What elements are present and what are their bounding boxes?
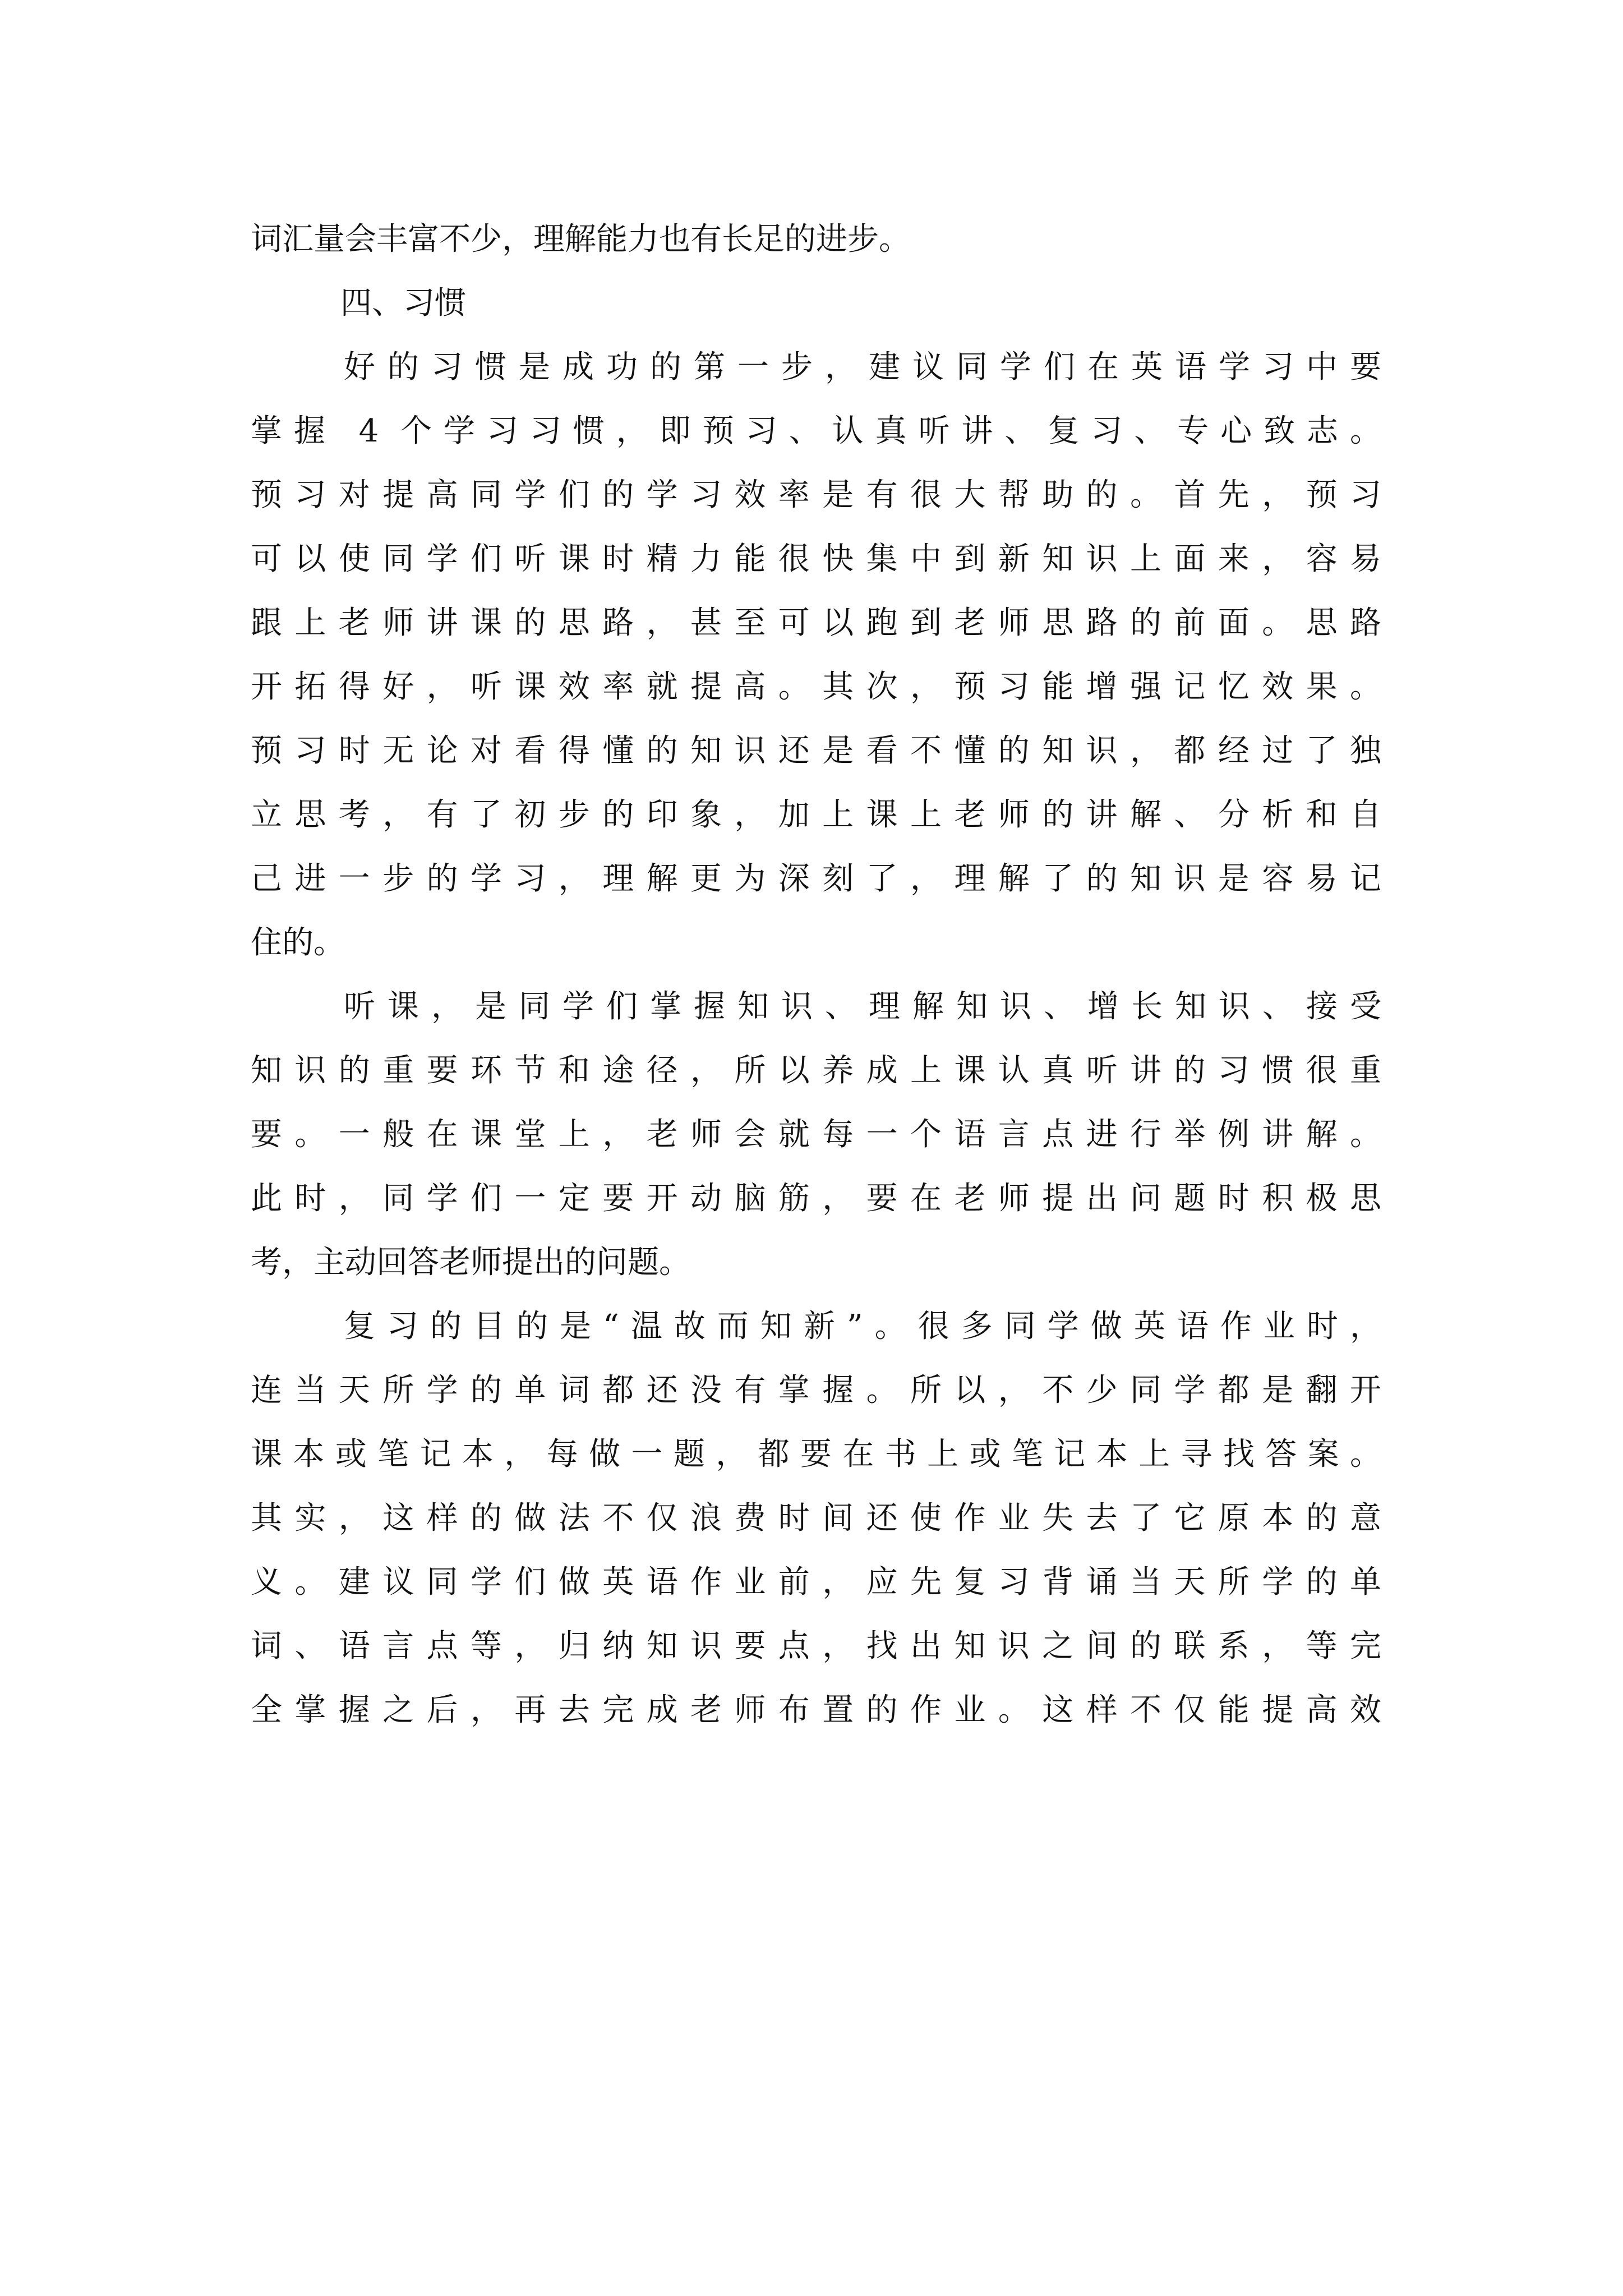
text-line: 词汇量会丰富不少，理解能力也有长足的进步。: [251, 221, 910, 257]
text-line: 跟上老师讲课的思路，甚至可以跑到老师思路的前面。思路: [251, 605, 1381, 641]
text-line: 其实，这样的做法不仅浪费时间还使作业失去了它原本的意: [251, 1500, 1381, 1536]
section-heading: 四、习惯: [340, 285, 466, 321]
text-line: 复习的目的是“温故而知新”。很多同学做英语作业时，: [344, 1308, 1381, 1345]
text-line: 义。建议同学们做英语作业前，应先复习背诵当天所学的单: [251, 1564, 1381, 1600]
text-line: 要。一般在课堂上，老师会就每一个语言点进行举例讲解。: [251, 1116, 1381, 1153]
text-line: 可以使同学们听课时精力能很快集中到新知识上面来，容易: [251, 541, 1381, 577]
text-line: 好的习惯是成功的第一步，建议同学们在英语学习中要: [344, 349, 1381, 385]
text-line: 此时，同学们一定要开动脑筋，要在老师提出问题时积极思: [251, 1180, 1381, 1217]
text-line: 考，主动回答老师提出的问题。: [251, 1244, 690, 1281]
text-line: 词、语言点等，归纳知识要点，找出知识之间的联系，等完: [251, 1628, 1381, 1664]
text-line: 掌握 4 个学习习惯，即预习、认真听讲、复习、专心致志。: [251, 413, 1381, 449]
text-line: 全掌握之后，再去完成老师布置的作业。这样不仅能提高效: [251, 1692, 1381, 1728]
text-line: 己进一步的学习，理解更为深刻了，理解了的知识是容易记: [251, 861, 1381, 897]
text-line: 立思考，有了初步的印象，加上课上老师的讲解、分析和自: [251, 797, 1381, 833]
text-line: 知识的重要环节和途径，所以养成上课认真听讲的习惯很重: [251, 1052, 1381, 1089]
text-line: 预习时无论对看得懂的知识还是看不懂的知识，都经过了独: [251, 733, 1381, 769]
document-body: [251, 208, 1381, 1742]
text-line: 住的。: [251, 924, 345, 961]
text-line: 连当天所学的单词都还没有掌握。所以，不少同学都是翻开: [251, 1372, 1381, 1409]
text-line: 听课，是同学们掌握知识、理解知识、增长知识、接受: [344, 988, 1381, 1025]
text-line: 预习对提高同学们的学习效率是有很大帮助的。首先，预习: [251, 477, 1381, 513]
text-line: 开拓得好，听课效率就提高。其次，预习能增强记忆效果。: [251, 669, 1381, 705]
text-line: 课本或笔记本，每做一题，都要在书上或笔记本上寻找答案。: [251, 1436, 1381, 1473]
